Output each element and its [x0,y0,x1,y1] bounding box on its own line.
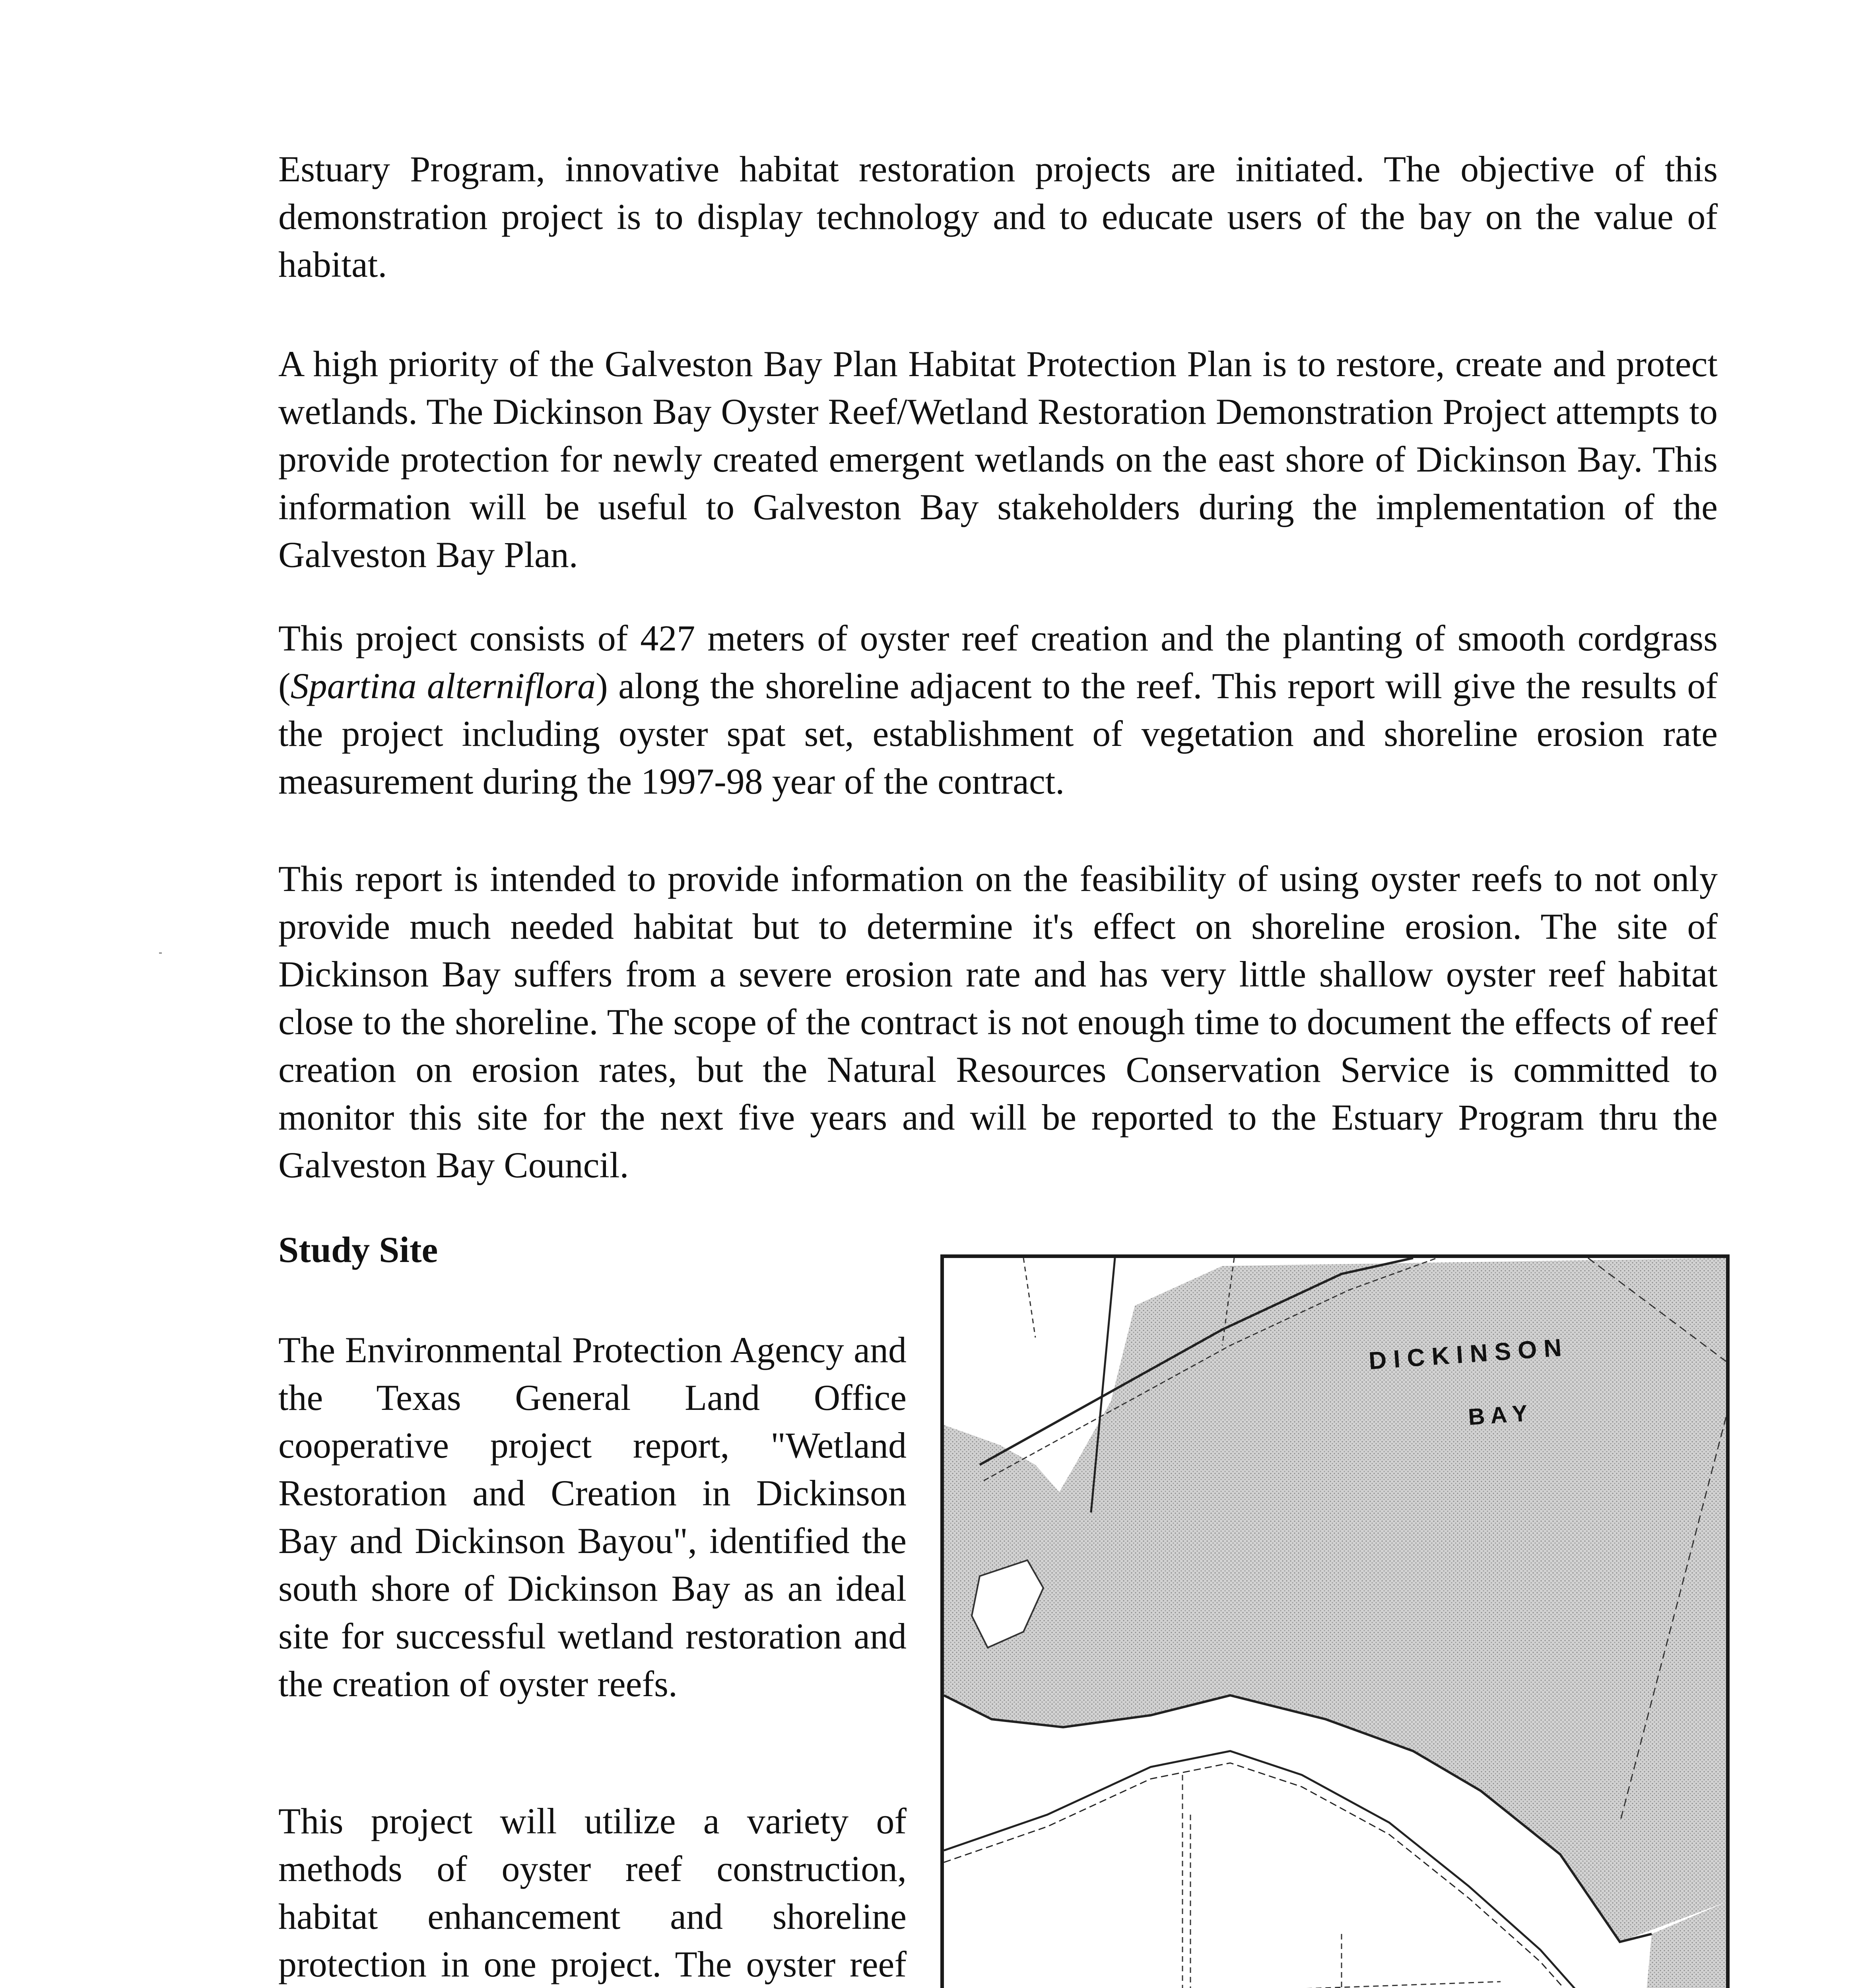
project-scope-text-2: ) along the shoreline adjacent to the reef. This report will give the results of the project including oyster spat set, establishment of vegetation and shoreline erosion rate measurement during the 1997-98 year of the contract. [278,666,1718,802]
habitat-plan-paragraph: A high priority of the Galveston Bay Plan Habitat Protection Plan is to restore, create and protect wetlands. The Dickinson Bay Oyster Reef/Wetland Restoration Demonstration Project attempts to provide protection for newly created emergent wetlands on the east shore of Dickinson Bay. This information will be useful to Galveston Bay stakeholders during the implementation of the Galveston Bay Plan. [278,344,1718,575]
study-site-heading: Study Site [278,1229,438,1270]
report-purpose-paragraph: This report is intended to provide information on the feasibility of using oyster reefs to not only provide much needed habitat but to determine it's effect on shoreline erosion. The site of Dickinson Bay suffers from a severe erosion rate and has very little shallow oyster reef habitat close to the shoreline. The scope of the contract is not enough time to document the effects of reef creation on erosion rates, but the Natural Resources Conservation Service is committed to monitor this site for the next five years and will be reported to the Estuary Program thru the Galveston Bay Council. [278,858,1718,1185]
intro-paragraph: Estuary Program, innovative habitat restoration projects are initiated. The objective of this demonstration project is to display technology and to educate users of the bay on the value of habitat. [278,149,1718,285]
dickinson-bay-map [940,1254,1730,1988]
scan-speck [159,952,162,954]
species-name: Spartina alterniflora [290,666,596,706]
project-scope-text-1: This project consists of 427 meters of oyster reef creation and the planting of smooth cordgrass ( [278,618,1718,706]
project-scope-paragraph [278,614,1718,805]
map-label-dickinson: D I C K I N S O N [1368,1334,1563,1375]
map-graphic [944,1258,1726,1988]
study-site-paragraph-1: The Environmental Protection Agency and the Texas General Land Office cooperative project report, "Wetland Restoration and Creation in Dickinson Bay and Dickinson Bayou", identified the south shore of Dickinson Bay as an ideal site for successful wetland restoration and the creation of oyster reefs. [278,1330,907,1704]
study-site-paragraph-2: This project will utilize a variety of methods of oyster reef construction, habitat enhancement and shoreline protection in one project. The oyster reef [278,1801,907,1984]
map-label-bay: B A Y [1467,1400,1528,1430]
